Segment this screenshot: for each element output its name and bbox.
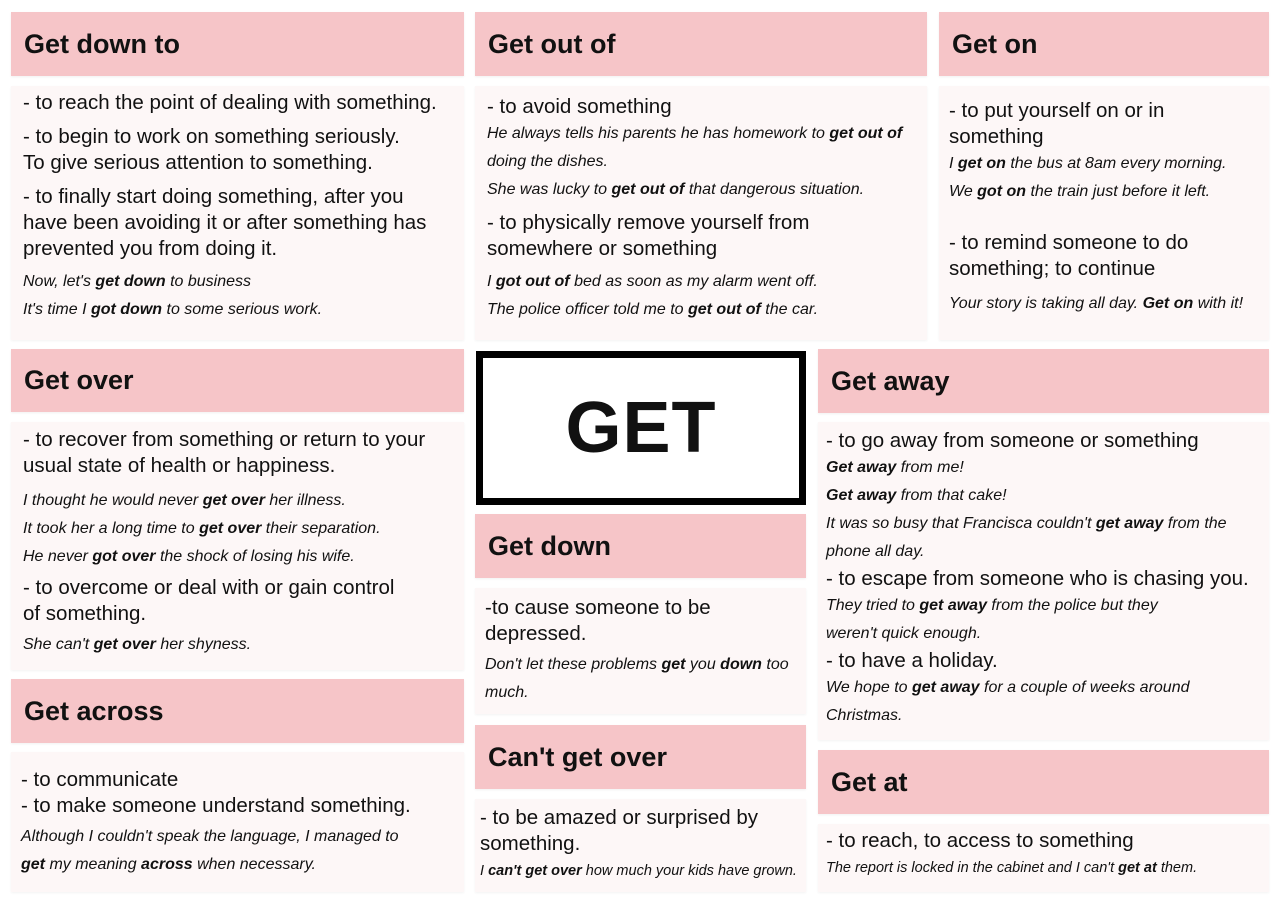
section-body-get-over: [11, 422, 464, 670]
section-header-get-away: [818, 349, 1269, 413]
example-sentence: I can't get over how much your kids have grown.: [480, 863, 797, 879]
definition: -to cause someone to be depressed.: [485, 596, 711, 645]
section-header-get-at: [818, 750, 1269, 814]
example-sentence: Your story is taking all day. Get on with it!: [949, 295, 1244, 312]
section-body-get-down-to: [11, 86, 464, 340]
definition: - to escape from someone who is chasing you.: [826, 567, 1249, 590]
example-sentence: We hope to get away for a couple of weeks around Christmas.: [826, 679, 1190, 724]
section-header-get-on: [939, 12, 1269, 76]
section-title: Can't get over: [488, 741, 667, 772]
example-sentence: He never got over the shock of losing his wife.: [23, 548, 355, 565]
section-title: Get down to: [24, 28, 180, 59]
section-body-get-on: [939, 86, 1269, 340]
section-header-get-down-to: [11, 12, 464, 76]
definition: - to reach the point of dealing with something.: [23, 91, 437, 114]
section-body-get-down: [475, 588, 806, 714]
definition: - to go away from someone or something: [826, 429, 1199, 452]
center-title: GET: [565, 388, 717, 468]
example-sentence: Get away from me!: [826, 459, 964, 476]
section-title: Get away: [831, 365, 950, 396]
example-sentence: The police officer told me to get out of the car.: [487, 301, 819, 318]
definition: - to finally start doing something, after you have been avoiding it or after something has prevented you from doing it.: [23, 185, 427, 260]
example-sentence: I get on the bus at 8am every morning.: [949, 155, 1227, 172]
section-header-get-across: [11, 679, 464, 743]
definition: - to begin to work on something seriously.: [23, 125, 400, 148]
definition: - to remind someone to do something; to continue: [949, 231, 1189, 280]
section-header-cant-get-over: [475, 725, 806, 789]
section-header-get-down: [475, 514, 806, 578]
section-body-get-at: [818, 824, 1269, 892]
definition: To give serious attention to something.: [23, 151, 373, 174]
example-sentence: Although I couldn't speak the language, I managed to get my meaning across when necessary.: [21, 828, 399, 873]
section-title: Get over: [24, 365, 134, 395]
section-body-get-across: [11, 752, 464, 892]
definition: - to make someone understand something.: [21, 794, 411, 817]
example-sentence: Don't let these problems get you down too much.: [485, 656, 789, 701]
definition: - to reach, to access to something: [826, 829, 1134, 852]
example-sentence: He always tells his parents he has homework to get out of doing the dishes.: [487, 125, 903, 170]
example-sentence: Get away from that cake!: [826, 487, 1007, 504]
section-title: Get on: [952, 28, 1038, 59]
definition: - to be amazed or surprised by something.: [480, 806, 759, 855]
center-title-box: [476, 351, 806, 505]
section-header-get-over: [11, 349, 464, 412]
section-title: Get down: [488, 530, 611, 561]
definition: - to recover from something or return to your usual state of health or happiness.: [23, 428, 426, 477]
definition: - to physically remove yourself from somewhere or something: [487, 211, 810, 260]
definition: - to overcome or deal with or gain control of something.: [23, 576, 395, 625]
example-sentence: We got on the train just before it left.: [949, 183, 1211, 200]
section-body-cant-get-over: [475, 799, 806, 892]
section-body-get-out-of: [475, 86, 927, 340]
example-sentence: She was lucky to get out of that dangerous situation.: [487, 181, 865, 198]
definition: - to communicate: [21, 768, 179, 791]
example-sentence: It's time I got down to some serious work.: [23, 301, 323, 318]
section-body-get-away: [818, 422, 1269, 740]
example-sentence: It was so busy that Francisca couldn't get away from the phone all day.: [826, 515, 1227, 560]
example-sentence: The report is locked in the cabinet and I can't get at them.: [826, 860, 1198, 876]
example-sentence: Now, let's get down to business: [23, 273, 252, 290]
example-sentence: She can't get over her shyness.: [23, 636, 252, 653]
example-sentence: It took her a long time to get over their separation.: [23, 520, 381, 537]
definition: - to put yourself on or in something: [949, 99, 1165, 148]
section-title: Get at: [831, 766, 908, 797]
definition: - to avoid something: [487, 95, 672, 118]
example-sentence: They tried to get away from the police but they weren't quick enough.: [826, 597, 1158, 642]
section-header-get-out-of: [475, 12, 927, 76]
definition: - to have a holiday.: [826, 649, 998, 672]
example-sentence: I thought he would never get over her illness.: [23, 492, 346, 509]
example-sentence: I got out of bed as soon as my alarm went off.: [487, 273, 818, 290]
section-title: Get out of: [488, 28, 616, 59]
section-title: Get across: [24, 695, 164, 726]
